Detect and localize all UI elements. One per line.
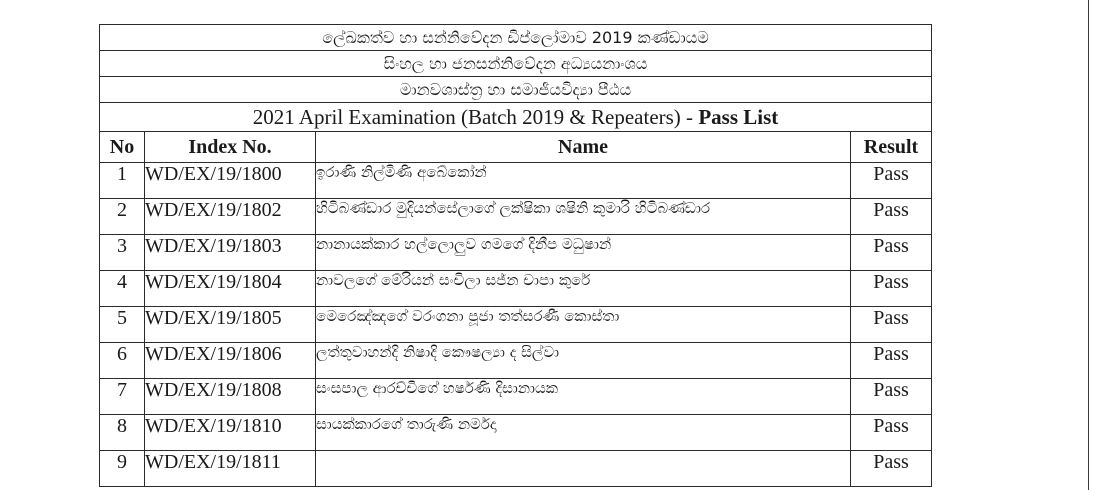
index-number: WD/EX/19/1802 xyxy=(145,199,316,235)
column-header-no: No xyxy=(100,132,145,163)
result-value: Pass xyxy=(851,415,932,451)
student-name: නාවලගේ මේරියන් සංචිලා සජ්න චාපා කුරේ xyxy=(316,271,851,307)
column-header-index: Index No. xyxy=(145,132,316,163)
row-number: 2 xyxy=(100,199,145,235)
student-name: නානායක්කාර හල්ලොලුව ගමගේ දිනීප මධුෂාන් xyxy=(316,235,851,271)
table-row xyxy=(100,343,932,379)
index-number: WD/EX/19/1810 xyxy=(145,415,316,451)
department-title: සිංහල හා ජනසන්නිවේදන අධ්‍යයනාංශය xyxy=(100,51,932,77)
header-row-faculty xyxy=(100,77,932,103)
table-row xyxy=(100,307,932,343)
result-value: Pass xyxy=(851,307,932,343)
index-number: WD/EX/19/1804 xyxy=(145,271,316,307)
index-number: WD/EX/19/1806 xyxy=(145,343,316,379)
table-row xyxy=(100,271,932,307)
student-name: ලත්තුවාහන්දි නිෂාදි කෞෂල්‍යා ද සිල්වා xyxy=(316,343,851,379)
row-number: 8 xyxy=(100,415,145,451)
exam-title-emphasis: Pass List xyxy=(698,105,779,129)
pass-list-table xyxy=(99,24,932,487)
exam-title-text: 2021 April Examination (Batch 2019 & Repeaters) - xyxy=(252,105,694,129)
header-row-diploma xyxy=(100,25,932,51)
exam-title xyxy=(100,103,932,132)
row-number: 3 xyxy=(100,235,145,271)
table-row xyxy=(100,415,932,451)
row-number: 5 xyxy=(100,307,145,343)
index-number: WD/EX/19/1800 xyxy=(145,163,316,199)
index-number: WD/EX/19/1811 xyxy=(145,451,316,487)
diploma-title: ලේඛකත්ව හා සන්නිවේදන ඩිප්ලෝමාව 2019 කණ්ඩායම xyxy=(100,25,932,51)
index-number: WD/EX/19/1808 xyxy=(145,379,316,415)
row-number: 7 xyxy=(100,379,145,415)
student-name: හිටිබණ්ඩාර මුදියන්සේලාගේ ලක්ෂිකා ශෂිනි කුමාරි හිටිබණ්ඩාර xyxy=(316,199,851,235)
faculty-title: මානවශාස්ත්‍ර හා සමාජීයවිද්‍යා පීඨය xyxy=(100,77,932,103)
header-row-department xyxy=(100,51,932,77)
table-row xyxy=(100,235,932,271)
row-number: 4 xyxy=(100,271,145,307)
table-row xyxy=(100,199,932,235)
row-number: 1 xyxy=(100,163,145,199)
index-number: WD/EX/19/1803 xyxy=(145,235,316,271)
table-row xyxy=(100,379,932,415)
column-header-row xyxy=(100,132,932,163)
student-name: සංසපාල ආරච්චිගේ හර්ෂණි දිසානායක xyxy=(316,379,851,415)
table-row xyxy=(100,163,932,199)
result-value: Pass xyxy=(851,199,932,235)
column-header-result: Result xyxy=(851,132,932,163)
scan-edge-line xyxy=(1088,0,1089,490)
row-number: 9 xyxy=(100,451,145,487)
table-row xyxy=(100,451,932,487)
student-name: සායක්කාරගේ තාරුණි නර්මදා xyxy=(316,415,851,451)
column-header-name: Name xyxy=(316,132,851,163)
student-name: මෙරෙඤ්ඤගේ වරංගනා පූජා තත්සරණී කොස්තා xyxy=(316,307,851,343)
pass-list-document xyxy=(99,24,931,487)
row-number: 6 xyxy=(100,343,145,379)
result-value: Pass xyxy=(851,379,932,415)
student-name xyxy=(316,451,851,487)
result-value: Pass xyxy=(851,343,932,379)
result-value: Pass xyxy=(851,235,932,271)
index-number: WD/EX/19/1805 xyxy=(145,307,316,343)
result-value: Pass xyxy=(851,271,932,307)
result-value: Pass xyxy=(851,451,932,487)
student-name: ඉරාණි නිල්මිණි අබේකෝන් xyxy=(316,163,851,199)
header-row-exam xyxy=(100,103,932,132)
result-value: Pass xyxy=(851,163,932,199)
